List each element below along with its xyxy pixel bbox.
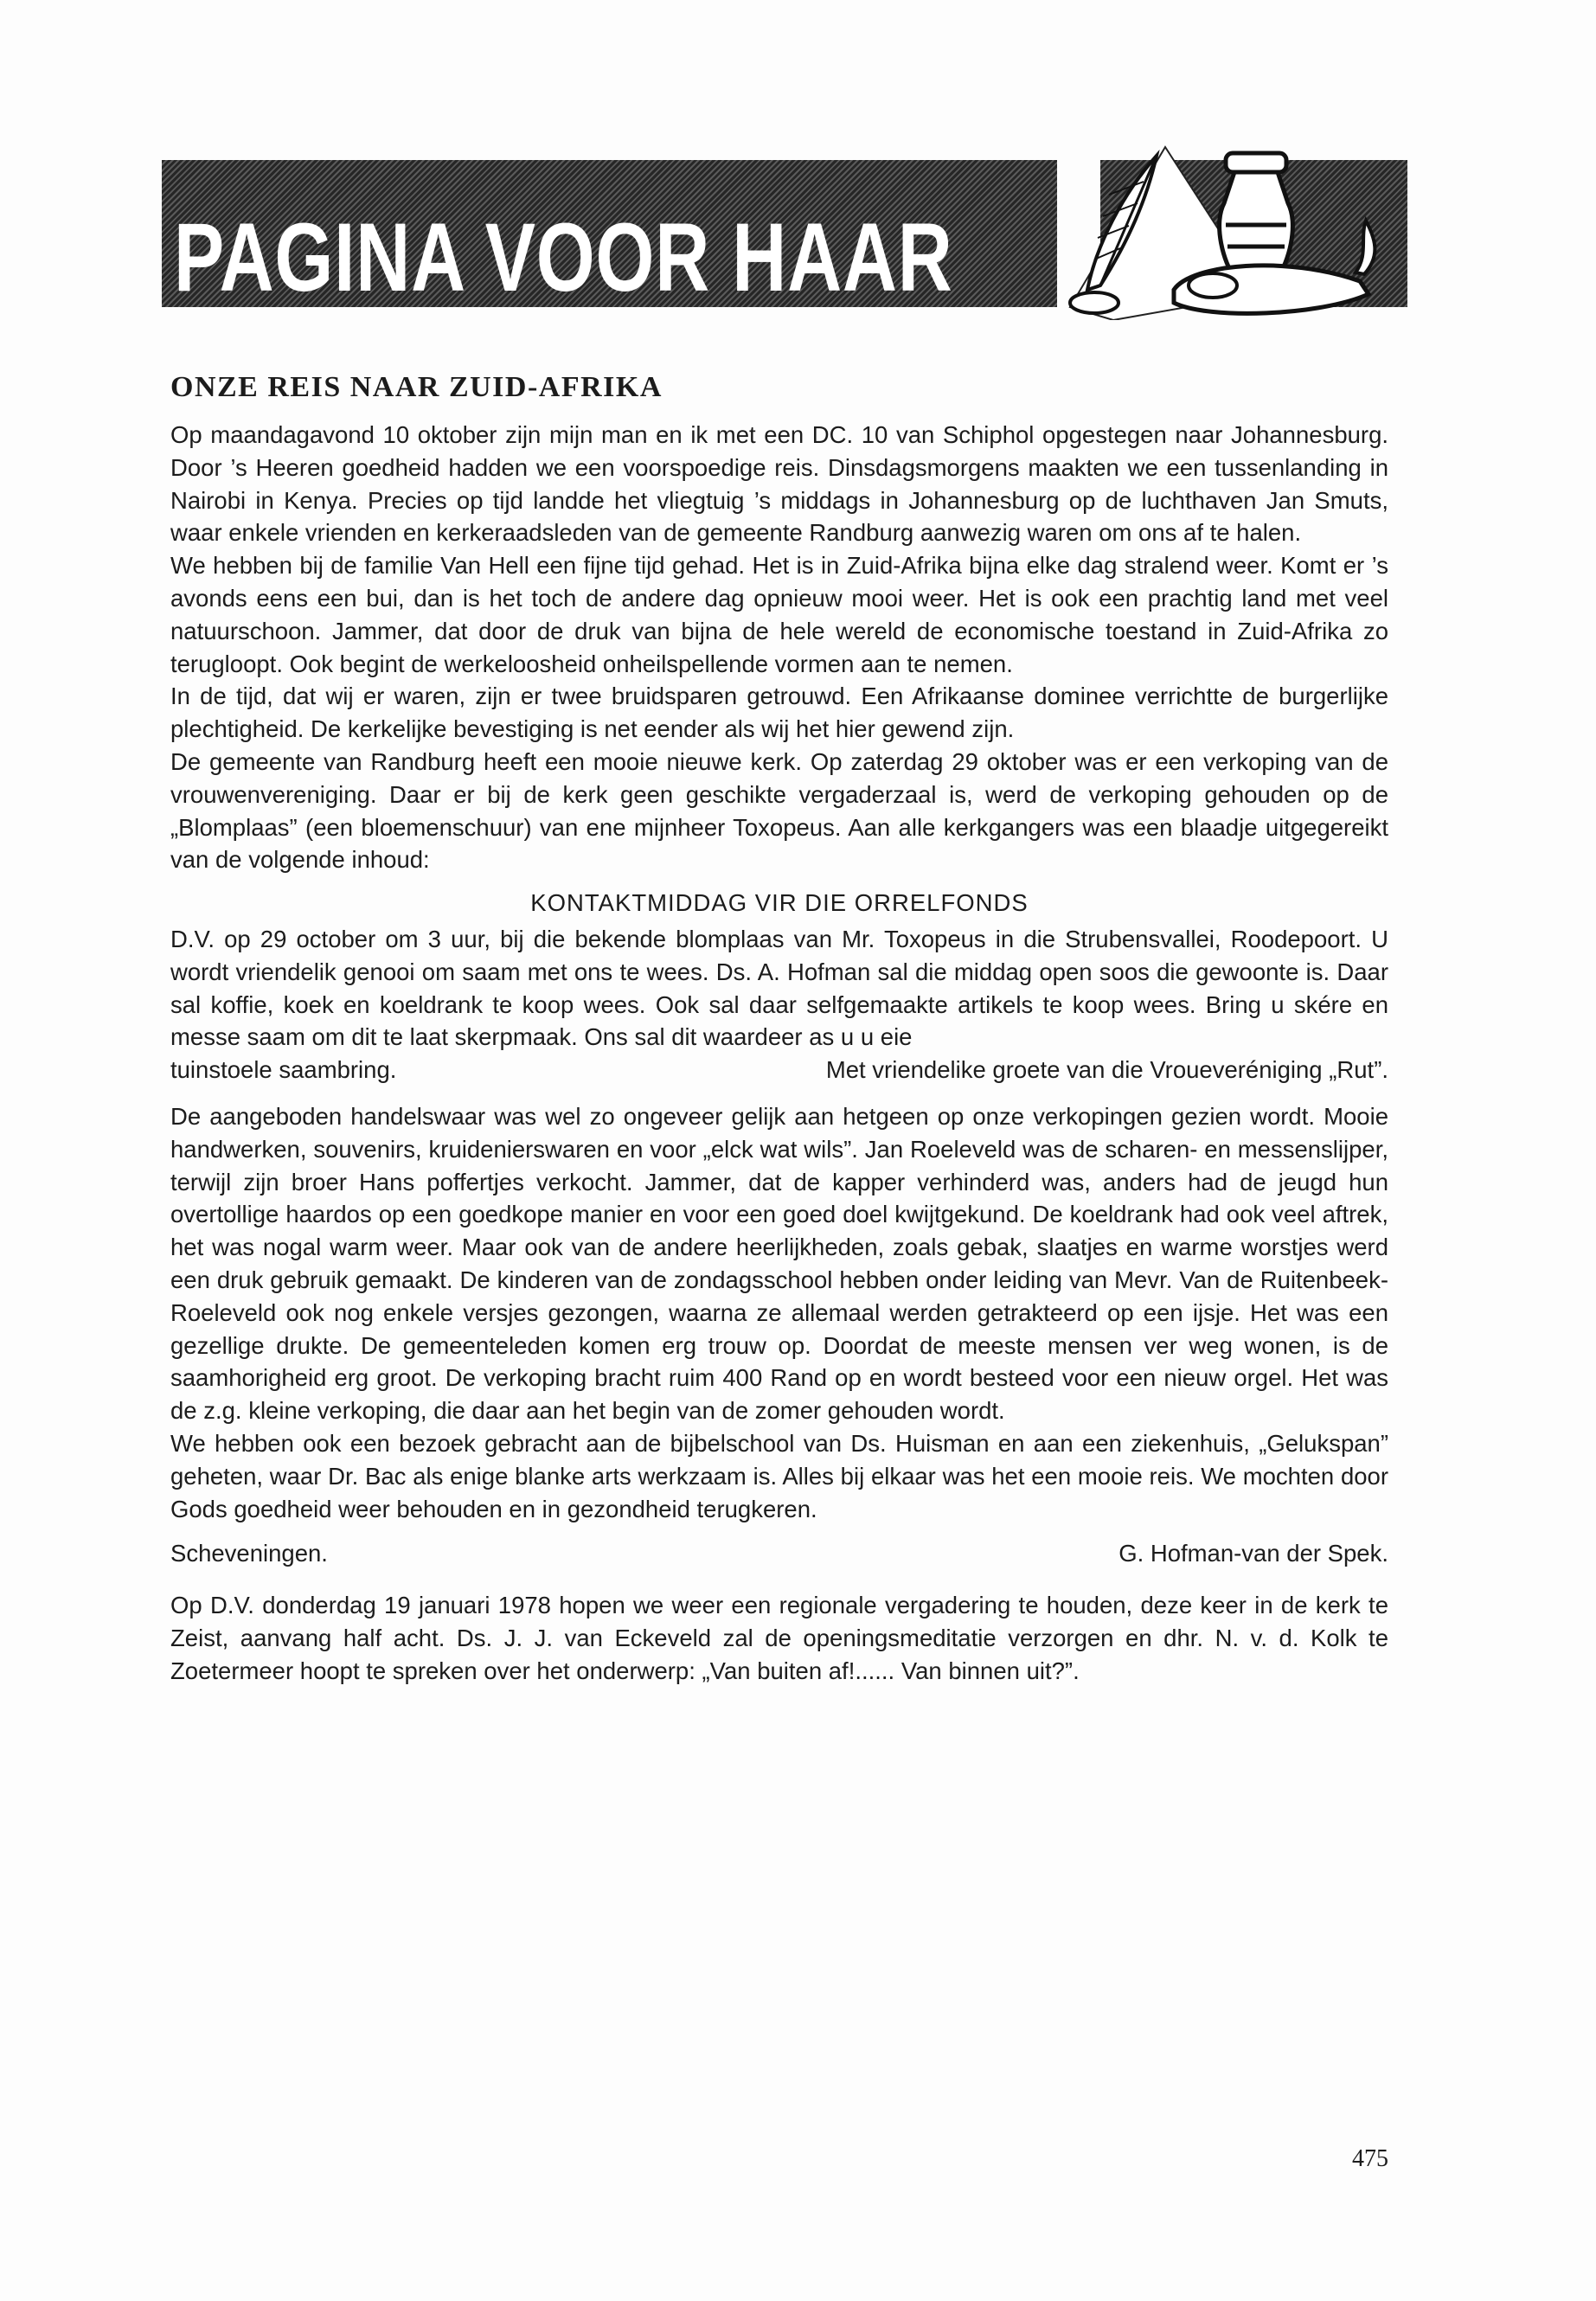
article-heading: ONZE REIS NAAR ZUID-AFRIKA	[170, 371, 663, 403]
masthead-title: PAGINA VOOR HAAR	[174, 203, 953, 311]
article-paragraph: Op maandagavond 10 oktober zijn mijn man en ik met een DC. 10 van Schiphol opgestegen naar Johannesburg. Door ’s Heeren goedheid hadden we een voorspoedige reis. Dinsdagsmorgens maakten we een tussenlanding in Nairobi in Kenya. Precies op tijd landde het vliegtuig ’s middags in Johannesburg op de luchthaven Jan Smuts, waar enkele vrienden en kerkeraadsleden van de gemeente Randburg aanwezig waren om ons af te halen.	[170, 421, 1388, 547]
masthead-banner	[162, 143, 1407, 320]
page-number: 475	[1352, 2145, 1388, 2172]
notice-closing-left: tuinstoele saambring.	[170, 1056, 397, 1084]
article-paragraph: De gemeente van Randburg heeft een mooie nieuwe kerk. Op zaterdag 29 oktober was er een verkoping van de vrouwenvereniging. Daar er bij de kerk geen geschikte vergaderzaal is, werd de verkoping gehouden op de „Blomplaas” (een bloemenschuur) van ene mijnheer Toxopeus. Aan alle kerkgangers was een blaadje uitgegereikt van de volgende inhoud:	[170, 747, 1388, 874]
article-paragraph: We hebben bij de familie Van Hell een fijne tijd gehad. Het is in Zuid-Afrika bijna elke dag stralend weer. Komt er ’s avonds eens een bui, dan is het toch de andere dag opnieuw mooi weer. Het is ook een prachtig land met veel natuurschoon. Jammer, dat door de druk van bijna de hele wereld de economische toestand in Zuid-Afrika zo terugloopt. Ook begint de werkeloosheid onheilspellende vormen aan te nemen.	[170, 552, 1388, 677]
masthead-illustration	[1061, 143, 1407, 320]
notice-title: KONTAKTMIDDAG VIR DIE ORRELFONDS	[530, 889, 1029, 917]
signature-line	[170, 1537, 1388, 1570]
notice-closing	[170, 1054, 1388, 1086]
article-paragraph: De aangeboden handelswaar was wel zo ongeveer gelijk aan hetgeen op onze verkopingen gezien wordt. Mooie handwerken, souvenirs, kruidenierswaren en voor „elck wat wils”. Jan Roeleveld was de scharen- en messenslijper, terwijl zijn broer Hans poffertjes verkocht. Jammer, dat de kapper verhinderd was, anders had de jeugd hun overtollige haardos op een goedkope manier en voor een goed doel kwijtgekund. De koeldrank had ook veel aftrek, het was nogal warm weer. Maar ook van de andere heerlijkheden, zoals gebak, slaatjes en warme worstjes werd een druk gebruik gemaakt. De kinderen van de zondagsschool hebben onder leiding van Mevr. Van de Ruitenbeek-Roeleveld ook nog enkele versjes gezongen, waarna ze allemaal werden getrakteerd op een ijsje. Het was een gezellige drukte. De gemeenteleden komen erg trouw op. Doordat de meeste mensen ver weg wonen, is de saamhorigheid erg groot. De verkoping bracht ruim 400 Rand op en wordt besteed voor een nieuw orgel. Het was de z.g. kleine verkoping, die daar aan het begin van de zomer gehouden wordt.	[170, 1102, 1388, 1425]
vase-icon	[1220, 153, 1293, 277]
meeting-announcement: Op D.V. donderdag 19 januari 1978 hopen we weer een regionale vergadering te houden, deze keer in de kerk te Zeist, aanvang half acht. Ds. J. J. van Eckeveld zal de openingsmeditatie verzorgen en dhr. N. v. d. Kolk te Zoetermeer hoopt te spreken over het onderwerp: „Van buiten af!...... Van binnen uit?”.	[170, 1592, 1388, 1684]
article-paragraph: We hebben ook een bezoek gebracht aan de bijbelschool van Ds. Huisman en aan een ziekenhuis, „Gelukspan” geheten, waar Dr. Bac als enige blanke arts werkzaam is. Alles bij elkaar was het een mooie reis. We mochten door Gods goedheid weer behouden en in gezondheid terugkeren.	[170, 1429, 1388, 1522]
signature-place: Scheveningen.	[170, 1540, 328, 1567]
article-paragraph: In de tijd, dat wij er waren, zijn er twee bruidsparen getrouwd. Een Afrikaanse dominee verrichtte de burgerlijke plechtigheid. De kerkelijke bevestiging is net eender als wij het hier gewend zijn.	[170, 683, 1388, 743]
article	[170, 370, 1388, 1687]
notice-closing-right: Met vriendelike groete van die Vroueveréniging „Rut”.	[825, 1056, 1388, 1084]
notice-body: D.V. op 29 october om 3 uur, bij die bekende blomplaas van Mr. Toxopeus in die Strubensvallei, Roodepoort. U wordt vriendelik genooi om saam met ons te wees. Ds. A. Hofman sal die middag open soos die gewoonte is. Daar sal koffie, koek en koeldrank te koop wees. Ook sal daar selfgemaakte artikels te koop wees. Bring u skére en messe saam om dit te laat skerpmaak. Ons sal dit waardeer as u u eie	[170, 925, 1388, 1051]
signature-author: G. Hofman-van der Spek.	[1118, 1540, 1388, 1567]
